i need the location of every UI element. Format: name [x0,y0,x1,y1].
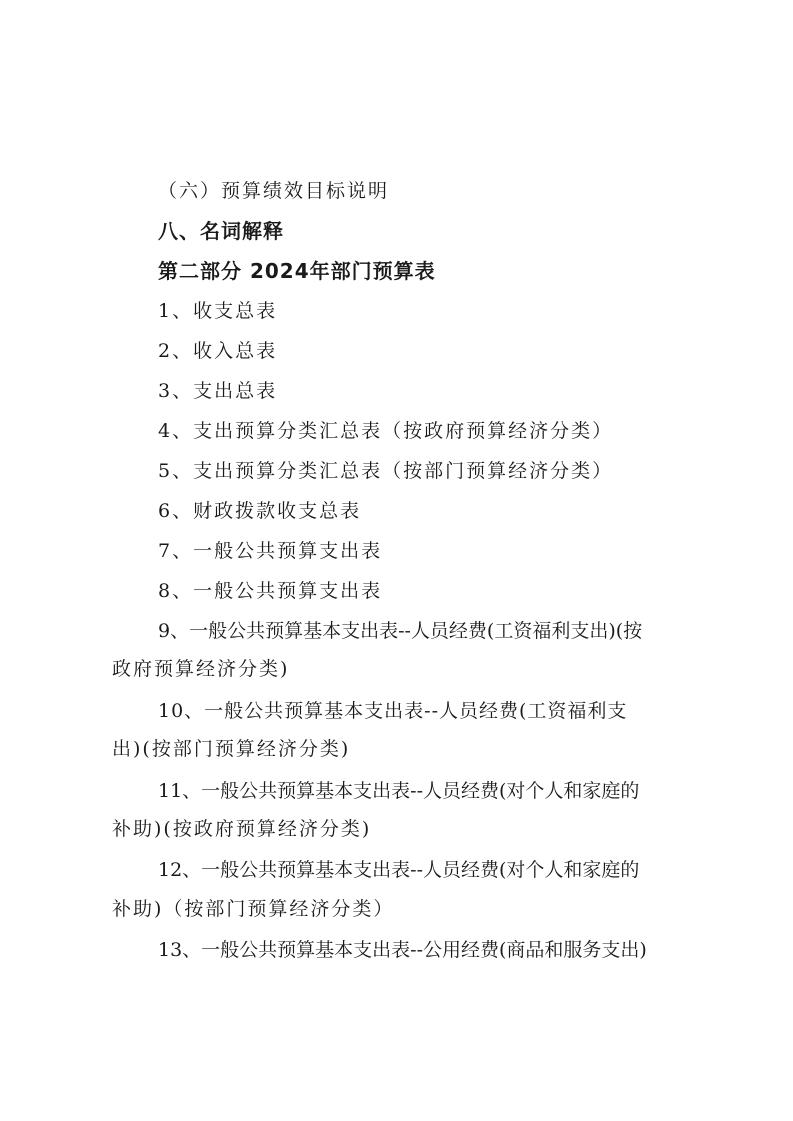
list-item-12-line1: 12、一般公共预算基本支出表--人员经费(对个人和家庭的 [158,859,640,881]
list-item-9-line1: 9、一般公共预算基本支出表--人员经费(工资福利支出)(按 [158,620,643,642]
part-two-heading: 第二部分 2024年部门预算表 [158,259,436,283]
list-item-12-line2: 补助)（按部门预算经济分类） [112,898,395,920]
list-item: 1、收支总表 [158,300,278,322]
list-item-13: 13、一般公共预算基本支出表--公用经费(商品和服务支出) [158,939,647,961]
list-item: 2、收入总表 [158,340,278,362]
list-item-10-line1: 10、一般公共预算基本支出表--人员经费(工资福利支 [158,700,628,722]
list-item: 4、支出预算分类汇总表（按政府预算经济分类） [158,420,614,442]
list-item: 6、财政拨款收支总表 [158,500,362,522]
list-item: 3、支出总表 [158,380,278,402]
list-item: 5、支出预算分类汇总表（按部门预算经济分类） [158,460,614,482]
list-item-10-line2: 出)(按部门预算经济分类) [112,738,351,760]
section-six-heading: （六）预算绩效目标说明 [158,180,390,202]
section-eight-heading: 八、名词解释 [158,219,284,243]
list-item: 7、一般公共预算支出表 [158,540,383,562]
list-item-11-line1: 11、一般公共预算基本支出表--人员经费(对个人和家庭的 [158,780,640,802]
list-item: 8、一般公共预算支出表 [158,580,383,602]
list-item-11-line2: 补助)(按政府预算经济分类) [112,818,372,840]
list-item-9-line2: 政府预算经济分类) [112,658,290,680]
